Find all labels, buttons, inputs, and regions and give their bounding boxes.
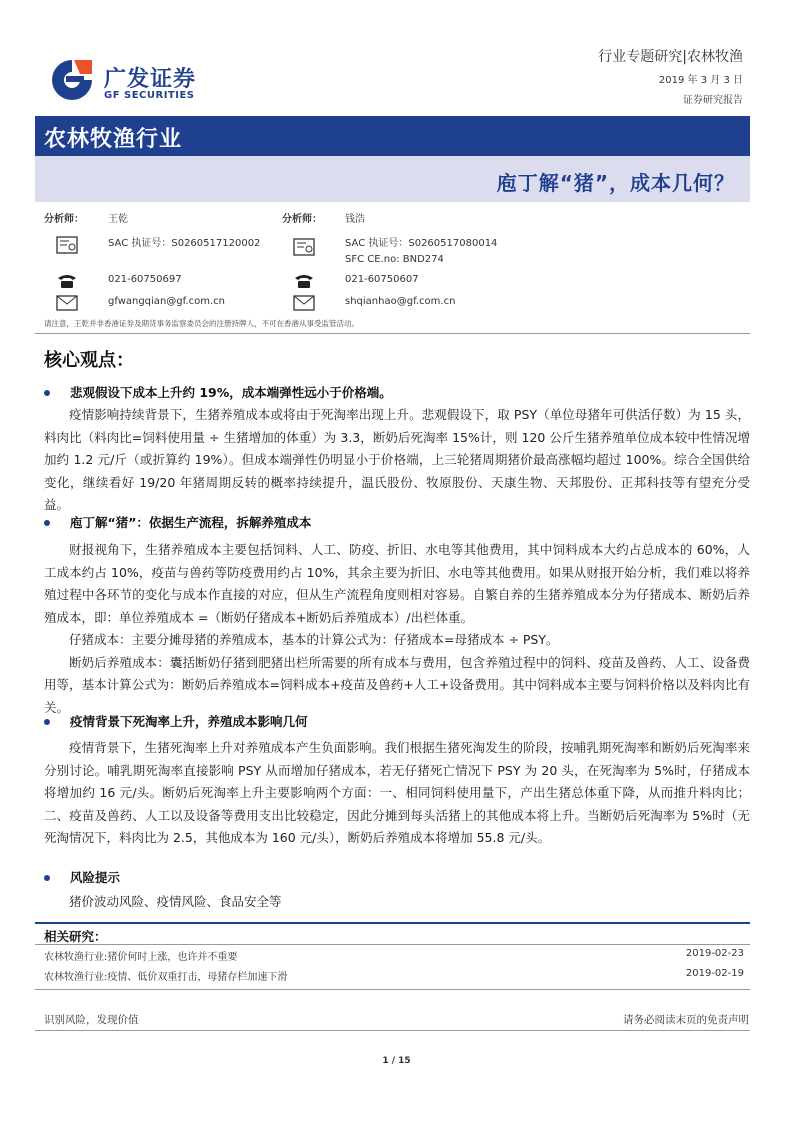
paragraph: 财报视角下，生猪养殖成本主要包括饲料、人工、防疫、折旧、水电等其他费用，其中饲料成本大约占总成本的 60%，人工成本约占 10%，疫苗与兽药等防疫费用约占 10%，其余主要为折旧、水电等其他费用。如果从财报开始分析，我们难以将养殖过程中各环节的变化与成本作直接的对应，但从生产流程角度则相对容易。自繁自养的生猪养殖成本分为仔猪成本、断奶后养殖成本，即：单位养殖成本 =（断奶仔猪成本+断奶后养殖成本）/出栏体重。 bbox=[44, 542, 750, 625]
paragraph: 疫情影响持续背景下，生猪养殖成本或将由于死淘率出现上升。悲观假设下，取 PSY（单位母猪年可供活仔数）为 15 头，料肉比（料肉比=饲料使用量 ÷ 生猪增加的体重）为 3.3，断奶后死淘率 15%计，则 120 公斤生猪养殖单位成本较中性情况增加约 1.2 元/斤（或折算约 19%）。但成本端弹性仍明显小于价格端，上三轮猪周期猪价最高涨幅均超过 100%。综合全国供给变化，继续看好 19/20 年猪周期反转的概率持续提升，温氏股份、牧原股份、天康生物、天邦股份、正邦科技等有望充分受益。 bbox=[44, 407, 750, 512]
paragraph: 断奶后养殖成本：囊括断奶仔猪到肥猪出栏所需要的所有成本与费用，包含养殖过程中的饲料、疫苗及兽药、人工、设备费用等，基本计算公式为：断奶后养殖成本=饲料成本+疫苗及兽药+人工+设备费用。其中饲料成本主要与饲料价格以及料肉比有关。 bbox=[44, 654, 750, 715]
related-item-date: 2019-02-19 bbox=[685, 968, 744, 979]
divider bbox=[35, 333, 750, 334]
analyst-sac: SAC 执证号：S0260517080014 bbox=[345, 238, 498, 249]
core-views-title: 核心观点： bbox=[44, 350, 134, 371]
footer-disclaimer: 请务必阅读末页的免责声明 bbox=[623, 1014, 749, 1026]
point-heading: 庖丁解“猪”：依据生产流程，拆解养殖成本 bbox=[70, 515, 312, 530]
related-item-title[interactable]: 农林牧渔行业:猪价何时上涨，也许并不重要 bbox=[44, 952, 238, 963]
related-item[interactable] bbox=[44, 968, 744, 983]
analyst-sfc: SFC CE.no: BND274 bbox=[345, 254, 444, 265]
paragraph: 仔猪成本：主要分摊母猪的养殖成本，基本的计算公式为：仔猪成本=母猪成本 ÷ PSY。 bbox=[69, 632, 559, 647]
analyst-label: 分析师： bbox=[44, 214, 84, 225]
footer-slogan: 识别风险，发现价值 bbox=[44, 1014, 139, 1026]
related-research-title: 相关研究： bbox=[44, 929, 107, 944]
bullet-icon bbox=[44, 875, 50, 881]
analyst-label: 分析师： bbox=[282, 214, 322, 225]
email-icon bbox=[56, 294, 78, 312]
point-body bbox=[44, 891, 750, 914]
gf-logo-icon bbox=[50, 58, 94, 102]
bullet-icon bbox=[44, 719, 50, 725]
divider bbox=[35, 944, 750, 945]
related-item[interactable] bbox=[44, 948, 744, 963]
point-body bbox=[44, 737, 750, 850]
page-number: 1 / 15 bbox=[382, 1056, 411, 1066]
bullet-icon bbox=[44, 390, 50, 396]
report-type: 证券研究报告 bbox=[683, 95, 743, 106]
divider bbox=[35, 922, 750, 924]
phone-icon bbox=[56, 272, 78, 290]
phone-icon bbox=[293, 272, 315, 290]
point-body bbox=[44, 539, 750, 719]
certificate-icon bbox=[56, 236, 78, 254]
divider bbox=[35, 989, 750, 990]
analyst-phone[interactable]: 021-60750697 bbox=[108, 274, 182, 285]
related-item-date: 2019-02-23 bbox=[685, 948, 744, 959]
logo-name-cn: 广发证券 bbox=[104, 67, 197, 92]
bullet-icon bbox=[44, 520, 50, 526]
divider bbox=[35, 1030, 750, 1031]
logo-name-en: GF SECURITIES bbox=[104, 90, 195, 101]
analyst-email[interactable]: gfwangqian@gf.com.cn bbox=[108, 296, 225, 307]
point-heading: 疫情背景下死淘率上升，养殖成本影响几何 bbox=[70, 714, 308, 729]
report-title: 庖丁解“猪”，成本几何？ bbox=[496, 171, 735, 195]
email-icon bbox=[293, 294, 315, 312]
paragraph: 猪价波动风险、疫情风险、食品安全等 bbox=[69, 894, 282, 909]
related-item-title[interactable]: 农林牧渔行业:疫情、低价双重打击，母猪存栏加速下滑 bbox=[44, 972, 288, 983]
analyst-phone[interactable]: 021-60750607 bbox=[345, 274, 419, 285]
report-date: 2019 年 3 月 3 日 bbox=[658, 75, 743, 86]
report-category: 行业专题研究|农林牧渔 bbox=[598, 49, 743, 65]
industry-title: 农林牧渔行业 bbox=[44, 127, 183, 152]
analyst-email[interactable]: shqianhao@gf.com.cn bbox=[345, 296, 456, 307]
point-heading: 风险提示 bbox=[70, 870, 121, 885]
analyst-sac: SAC 执证号：S0260517120002 bbox=[108, 238, 261, 249]
analyst-name: 王乾 bbox=[108, 214, 128, 225]
certificate-icon bbox=[293, 238, 315, 256]
paragraph: 疫情背景下，生猪死淘率上升对养殖成本产生负面影响。我们根据生猪死淘发生的阶段，按哺乳期死淘率和断奶后死淘率来分别讨论。哺乳期死淘率直接影响 PSY 从而增加仔猪成本，若无仔猪死亡情况下 PSY 为 20 头，在死淘率为 5%时，仔猪成本将增加约 16 元/头。断奶后死淘率上升主要影响两个方面：一、相同饲料使用量下，产出生猪总体重下降，从而推升料肉比；二、疫苗及兽药、人工以及设备等费用支出比较稳定，因此分摊到每头活猪上的其他成本将上升。当断奶后死淘率为 5%时（无死淘情况下，料肉比为 2.5，其他成本为 160 元/头），断奶后养殖成本将增加 55.8 元/头。 bbox=[44, 740, 750, 845]
point-heading: 悲观假设下成本上升约 19%，成本端弹性远小于价格端。 bbox=[70, 385, 392, 400]
analyst-name: 钱浩 bbox=[345, 214, 365, 225]
regulatory-note: 请注意，王乾并非香港证券及期货事务监察委员会的注册持牌人，不可在香港从事受监管活动。 bbox=[44, 319, 359, 328]
point-body bbox=[44, 404, 750, 517]
